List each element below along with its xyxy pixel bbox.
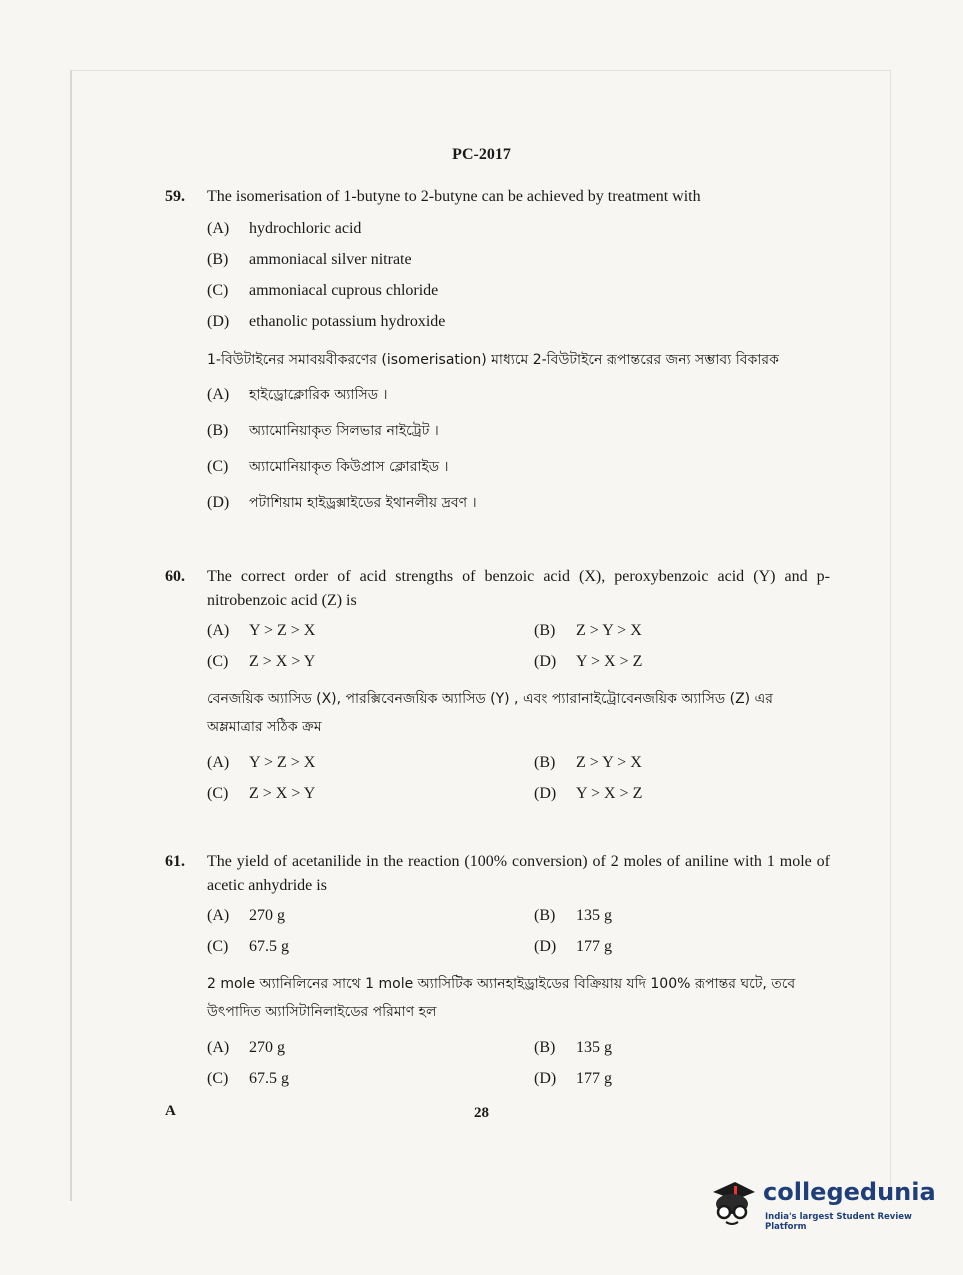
options-en [207, 615, 830, 677]
option-b: (B) Z > Y > X [534, 754, 642, 771]
option-a: (A) Y > Z > X [207, 622, 316, 639]
option-c: (C) ammoniacal cuprous chloride [207, 282, 439, 299]
option-a: (A) Y > Z > X [207, 754, 316, 771]
option-d: (D) পটাশিয়াম হাইড্রক্সাইডের ইথানলীয় দ্রবণ । [207, 494, 477, 511]
option-b: (B) 135 g [534, 1039, 612, 1056]
question-text-bn: 2 mole অ্যানিলিনের সাথে 1 mole অ্যাসিটিক অ্যানহাইড্রাইডের বিক্রিয়ায় যদি 100% রূপান্তর ঘটে, তবে উৎপাদিত অ্যাসিটানিলাইডের পরিমাণ হল [207, 976, 796, 1020]
option-a: (A) 270 g [207, 907, 285, 924]
option-b: (B) ammoniacal silver nitrate [207, 251, 412, 268]
student-mascot-icon [705, 1172, 759, 1228]
option-a: (A) হাইড্রোক্লোরিক অ্যাসিড । [207, 386, 388, 403]
option-c: (C) 67.5 g [207, 938, 289, 955]
options-bn [207, 747, 830, 809]
option-c: (C) 67.5 g [207, 1070, 289, 1087]
option-d: (D) Y > X > Z [534, 653, 643, 670]
option-b: (B) অ্যামোনিয়াকৃত সিলভার নাইট্রেট । [207, 422, 439, 439]
option-d: (D) Y > X > Z [534, 785, 643, 802]
option-b: (B) 135 g [534, 907, 612, 924]
option-d: (D) 177 g [534, 1070, 612, 1087]
page-number: 28 [474, 1105, 489, 1121]
question-text-bn: বেনজয়িক অ্যাসিড (X), পারক্সিবেনজয়িক অ্যাসিড (Y) , এবং প্যারানাইট্রোবেনজয়িক অ্যাসিড (Z) এর অম্লমাত্রার সঠিক ক্রম [207, 691, 773, 735]
options-en [207, 213, 830, 337]
page-header: PC-2017 [452, 146, 511, 163]
question-61 [165, 850, 830, 1094]
question-text-en: The yield of acetanilide in the reaction (100% conversion) of 2 moles of aniline with 1 mole of acetic anhydride is [207, 853, 830, 894]
question-number: 59. [165, 188, 185, 205]
watermark-name: collegedunia [763, 1178, 936, 1206]
booklet-series: A [165, 1103, 176, 1119]
options-bn [207, 377, 830, 521]
option-b: (B) Z > Y > X [534, 622, 642, 639]
collegedunia-watermark[interactable] [705, 1172, 935, 1232]
option-a: (A) hydrochloric acid [207, 220, 362, 237]
watermark-tagline: India's largest Student Review Platform [765, 1212, 912, 1232]
question-number: 61. [165, 853, 185, 870]
question-text-en: The isomerisation of 1-butyne to 2-butyne can be achieved by treatment with [207, 188, 701, 205]
question-text-bn: 1-বিউটাইনের সমাবয়বীকরণের (isomerisation) মাধ্যমে 2-বিউটাইনে রূপান্তরের জন্য সম্ভাব্য বিকারক [207, 352, 779, 368]
question-number: 60. [165, 568, 185, 585]
question-60 [165, 565, 830, 809]
question-text-en: The correct order of acid strengths of benzoic acid (X), peroxybenzoic acid (Y) and p-nitrobenzoic acid (Z) is [207, 568, 830, 609]
option-c: (C) Z > X > Y [207, 785, 316, 802]
option-a: (A) 270 g [207, 1039, 285, 1056]
option-d: (D) ethanolic potassium hydroxide [207, 313, 446, 330]
options-bn [207, 1032, 830, 1094]
question-59 [165, 185, 830, 521]
option-c: (C) অ্যামোনিয়াকৃত কিউপ্রাস ক্লোরাইড । [207, 458, 449, 475]
options-en [207, 900, 830, 962]
option-c: (C) Z > X > Y [207, 653, 316, 670]
option-d: (D) 177 g [534, 938, 612, 955]
